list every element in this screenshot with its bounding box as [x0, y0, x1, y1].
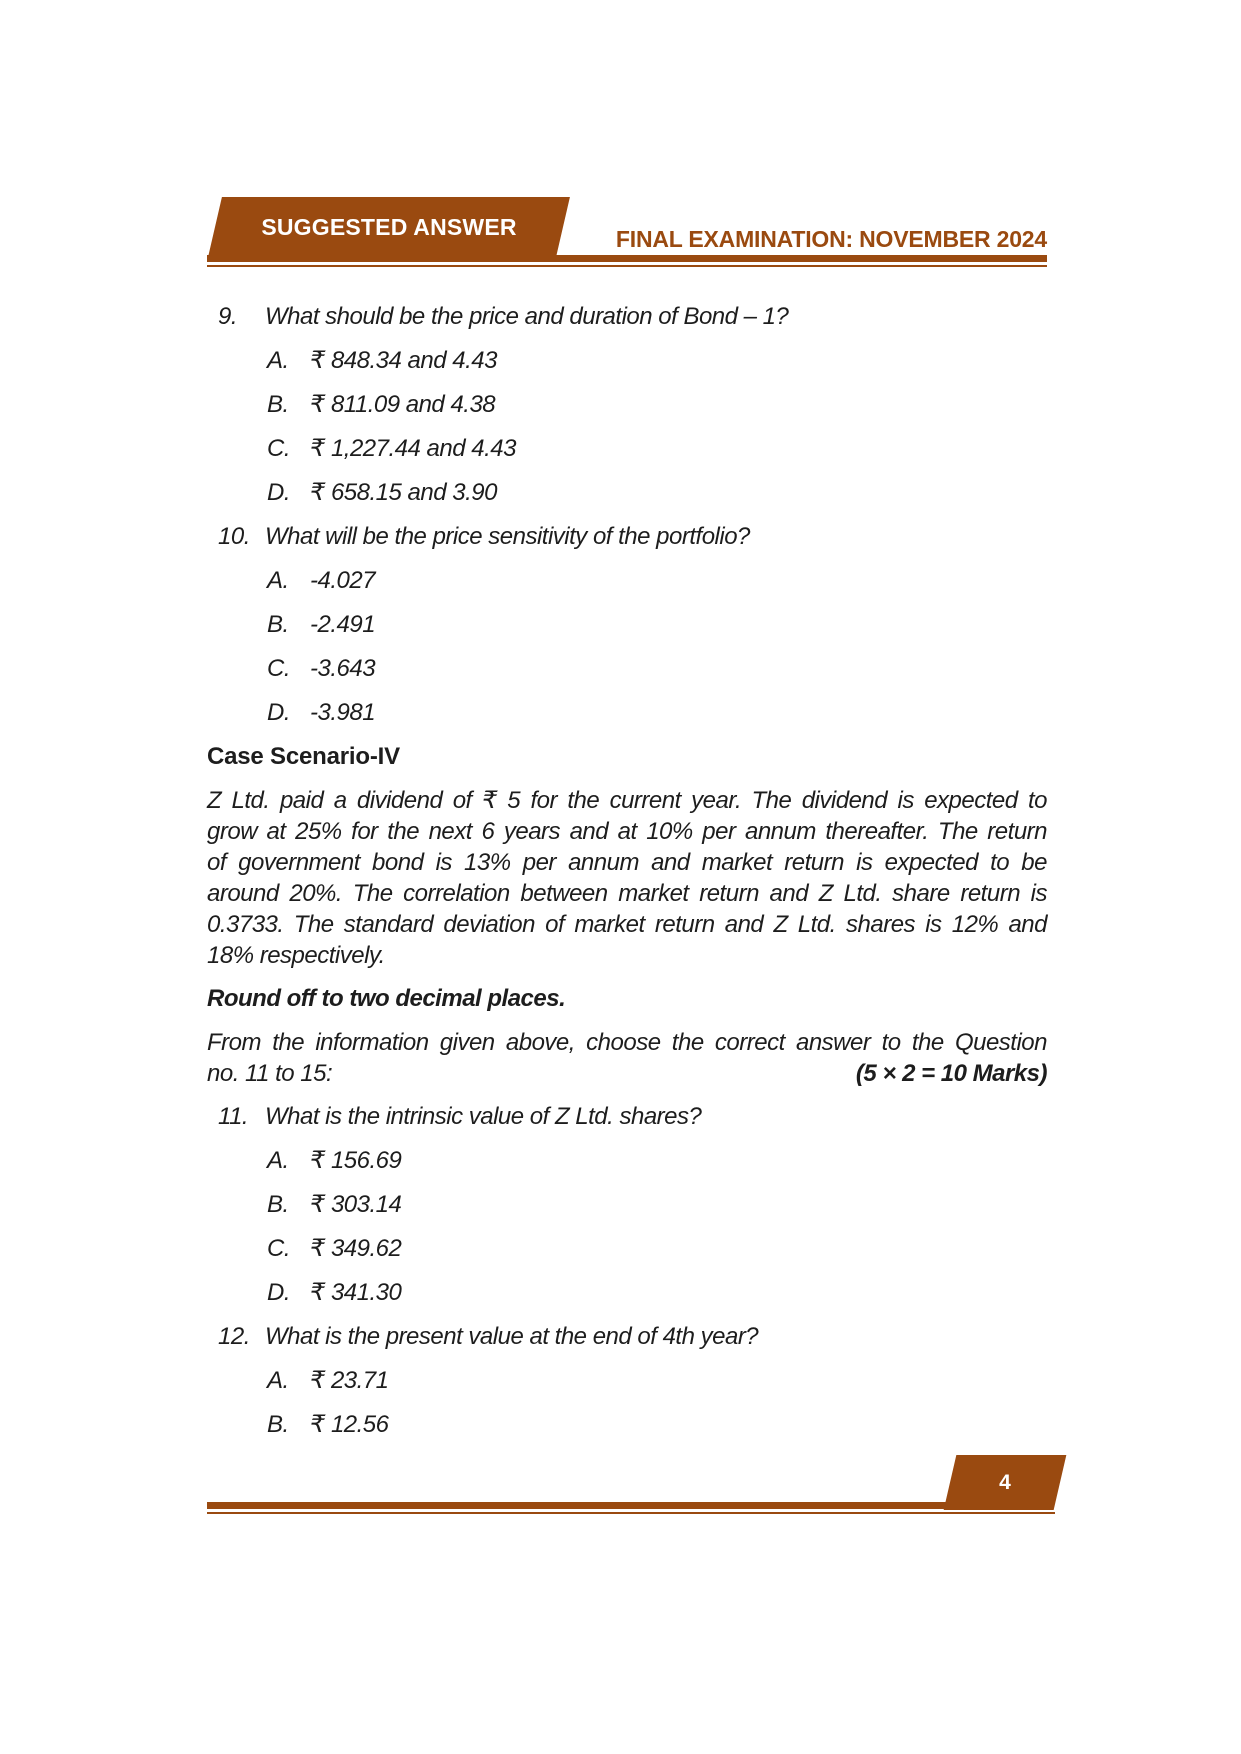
question-10-option-a	[207, 565, 1047, 597]
question-text: What is the intrinsic value of Z Ltd. shares?	[265, 1103, 702, 1130]
question-number: 9.	[218, 303, 238, 330]
paragraph-line: 0.3733. The standard deviation of market return and Z Ltd. shares is 12% and	[207, 911, 1047, 938]
question-number: 10.	[218, 523, 250, 550]
question-12-option-b	[207, 1409, 1047, 1441]
question-text: What is the present value at the end of 4th year?	[265, 1323, 759, 1350]
question-10	[207, 521, 1047, 553]
option-value: -3.643	[310, 655, 376, 682]
paragraph-line: grow at 25% for the next 6 years and at 10% per annum thereafter. The return	[207, 818, 1047, 845]
round-off-note: Round off to two decimal places.	[207, 985, 566, 1012]
option-letter: A.	[267, 1147, 289, 1174]
question-9	[207, 301, 1047, 333]
suggested-answer-label: SUGGESTED ANSWER	[261, 214, 517, 240]
option-letter: C.	[267, 435, 290, 462]
footer-rule-thin	[207, 1512, 1055, 1514]
question-9-option-c	[207, 433, 1047, 465]
option-value: ₹ 12.56	[310, 1411, 389, 1438]
page-content	[207, 301, 1047, 1453]
case-scenario-heading: Case Scenario-IV	[207, 743, 400, 770]
question-9-option-a	[207, 345, 1047, 377]
page-number: 4	[999, 1471, 1011, 1494]
paragraph-line: 18% respectively.	[207, 942, 385, 969]
footer-rule-thick	[207, 1502, 1047, 1509]
question-11-option-d	[207, 1277, 1047, 1309]
option-value: ₹ 1,227.44 and 4.43	[310, 435, 516, 462]
option-letter: D.	[267, 1279, 290, 1306]
instruction-line: From the information given above, choose the correct answer to the Question	[207, 1029, 1047, 1056]
option-letter: D.	[267, 699, 290, 726]
paragraph-line: Z Ltd. paid a dividend of ₹ 5 for the current year. The dividend is expected to	[207, 787, 1047, 814]
question-text: What should be the price and duration of Bond – 1?	[265, 303, 789, 330]
option-value: -4.027	[310, 567, 376, 594]
marks-label: (5 × 2 = 10 Marks)	[855, 1060, 1047, 1087]
exam-title: FINAL EXAMINATION: NOVEMBER 2024	[615, 226, 1047, 252]
option-letter: B.	[267, 1411, 289, 1438]
option-value: ₹ 811.09 and 4.38	[310, 391, 496, 418]
option-letter: A.	[267, 347, 289, 374]
option-letter: B.	[267, 391, 289, 418]
question-12-option-a	[207, 1365, 1047, 1397]
question-11-option-b	[207, 1189, 1047, 1221]
instruction-line	[207, 1058, 1047, 1089]
question-9-option-d	[207, 477, 1047, 509]
question-12	[207, 1321, 1047, 1353]
question-number: 11.	[218, 1103, 249, 1130]
option-letter: D.	[267, 479, 290, 506]
option-letter: A.	[267, 567, 289, 594]
option-letter: B.	[267, 1191, 289, 1218]
question-number: 12.	[218, 1323, 250, 1350]
question-10-option-c	[207, 653, 1047, 685]
option-value: -3.981	[310, 699, 376, 726]
option-letter: C.	[267, 1235, 290, 1262]
option-letter: C.	[267, 655, 290, 682]
instruction-block	[207, 1027, 1047, 1089]
option-value: -2.491	[310, 611, 376, 638]
instruction-range: no. 11 to 15:	[207, 1060, 333, 1087]
question-9-option-b	[207, 389, 1047, 421]
option-value: ₹ 658.15 and 3.90	[310, 479, 497, 506]
question-10-option-d	[207, 697, 1047, 729]
question-text: What will be the price sensitivity of the portfolio?	[265, 523, 750, 550]
question-11-option-c	[207, 1233, 1047, 1265]
paragraph-line: around 20%. The correlation between market return and Z Ltd. share return is	[207, 880, 1047, 907]
option-letter: A.	[267, 1367, 289, 1394]
header-rule-thick	[207, 255, 1047, 262]
header-rule-thin	[207, 265, 1047, 267]
option-value: ₹ 23.71	[310, 1367, 389, 1394]
case-scenario-paragraph	[207, 785, 1047, 971]
option-letter: B.	[267, 611, 289, 638]
option-value: ₹ 341.30	[310, 1279, 402, 1306]
question-11	[207, 1101, 1047, 1133]
option-value: ₹ 303.14	[310, 1191, 402, 1218]
paragraph-line: of government bond is 13% per annum and market return is expected to be	[207, 849, 1047, 876]
question-11-option-a	[207, 1145, 1047, 1177]
option-value: ₹ 848.34 and 4.43	[310, 347, 497, 374]
option-value: ₹ 349.62	[310, 1235, 402, 1262]
option-value: ₹ 156.69	[310, 1147, 402, 1174]
question-10-option-b	[207, 609, 1047, 641]
